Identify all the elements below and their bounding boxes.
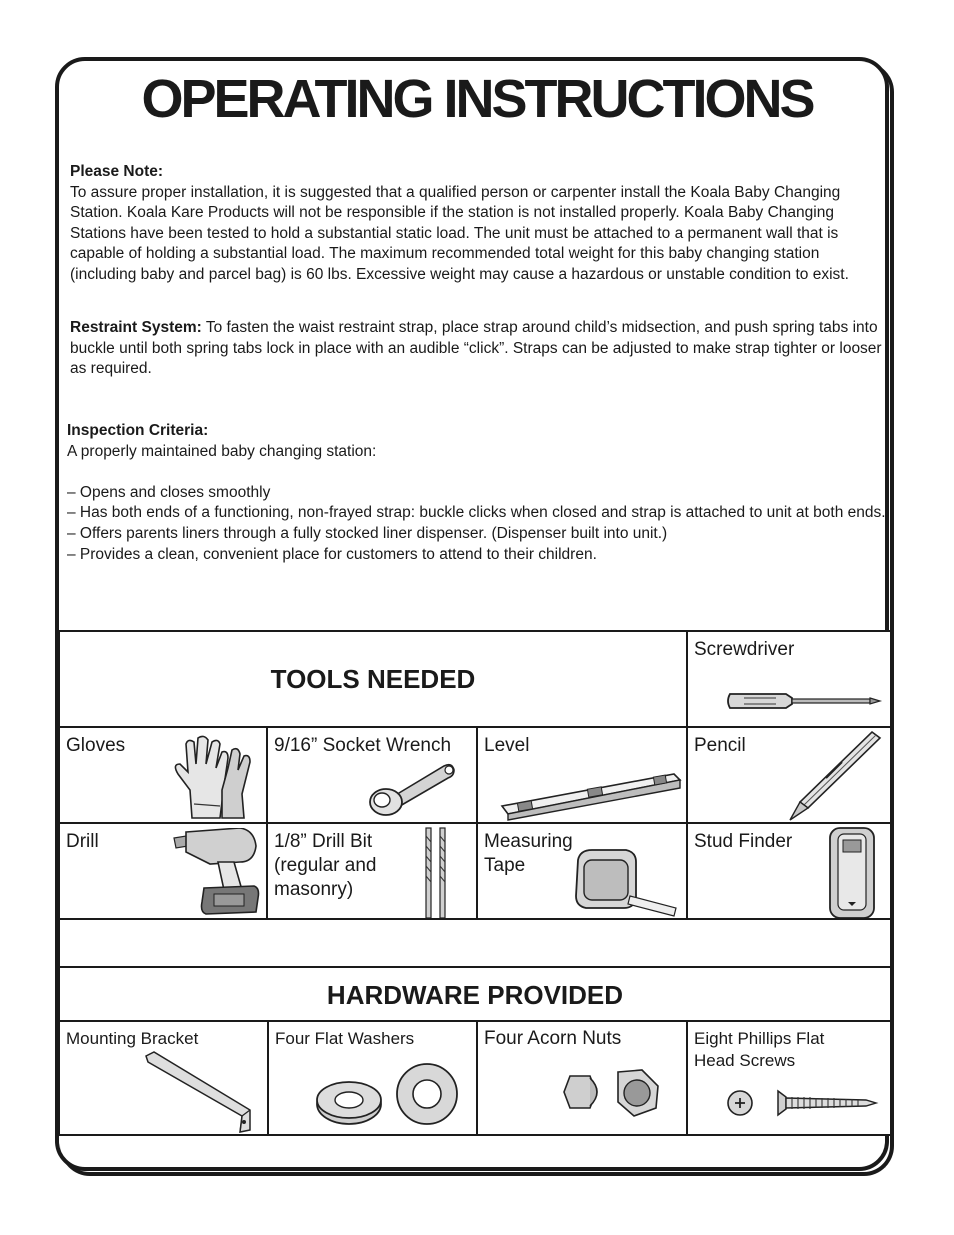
inspection-item: – Has both ends of a functioning, non-frayed strap: buckle clicks when closed and strap is attached to unit at both ends. — [67, 504, 886, 522]
inspection-item: – Offers parents liners through a fully stocked liner dispenser. (Dispenser built into unit.) — [67, 524, 668, 542]
mounting-bracket-icon — [144, 1050, 254, 1134]
tool-cell-screwdriver — [686, 630, 892, 728]
tool-label-line: Measuring — [484, 831, 573, 852]
tool-label-line: masonry) — [274, 879, 354, 900]
restraint-paragraph — [70, 318, 885, 380]
gloves-icon — [162, 734, 252, 820]
tool-cell-drill — [58, 822, 268, 920]
tool-cell-measuring-tape — [476, 822, 688, 920]
screwdriver-icon — [726, 686, 886, 716]
hardware-label — [694, 1028, 824, 1072]
tool-label: Drill — [66, 831, 99, 852]
flat-washers-icon — [315, 1062, 465, 1132]
hardware-heading-cell — [58, 966, 892, 1022]
hardware-label: Four Acorn Nuts — [484, 1028, 622, 1049]
tool-label-line: Tape — [484, 855, 526, 876]
level-icon — [498, 766, 684, 822]
tool-label-line: 1/8” Drill Bit — [274, 831, 373, 852]
tool-label — [484, 830, 573, 878]
restraint-heading: Restraint System: — [70, 319, 202, 336]
inspection-item: – Provides a clean, convenient place for customers to attend to their children. — [67, 545, 597, 563]
tool-cell-level — [476, 726, 688, 824]
please-note-heading: Please Note: — [70, 163, 164, 180]
tool-label: Level — [484, 735, 530, 756]
acorn-nuts-icon — [562, 1068, 662, 1118]
hardware-label: Mounting Bracket — [66, 1029, 199, 1048]
hardware-label-line: Head Screws — [694, 1051, 796, 1070]
restraint-body: To fasten the waist restraint strap, place strap around child’s midsection, and push spring tabs into buckle until both spring tabs lock in place with an audible “click”. Straps can be adjusted to make strap tighter or looser as required. — [70, 319, 882, 378]
tool-label — [274, 830, 376, 902]
tools-heading: TOOLS NEEDED — [270, 664, 476, 694]
stud-finder-icon — [826, 826, 878, 920]
hardware-cell-acorn-nuts — [476, 1020, 688, 1136]
hardware-cell-screws — [686, 1020, 892, 1136]
tool-cell-pencil — [686, 726, 892, 824]
inspection-section — [67, 421, 892, 565]
hardware-label-line: Eight Phillips Flat — [694, 1029, 825, 1048]
hardware-label: Four Flat Washers — [275, 1029, 415, 1048]
spacer-row — [58, 918, 892, 968]
drill-icon — [170, 828, 262, 918]
tool-cell-drill-bit — [266, 822, 478, 920]
inspection-item: – Opens and closes smoothly — [67, 483, 271, 501]
phillips-screws-icon — [726, 1088, 880, 1118]
tool-label: Gloves — [66, 735, 126, 756]
tool-cell-socket-wrench — [266, 726, 478, 824]
socket-wrench-icon — [364, 758, 460, 818]
tool-label: Screwdriver — [694, 639, 795, 660]
please-note-paragraph — [70, 162, 885, 286]
hardware-cell-bracket — [58, 1020, 269, 1136]
measuring-tape-icon — [570, 846, 682, 918]
hardware-cell-washers — [267, 1020, 478, 1136]
pencil-icon — [786, 730, 886, 824]
drill-bits-icon — [422, 826, 450, 920]
inspection-intro: A properly maintained baby changing station: — [67, 442, 377, 460]
inspection-heading: Inspection Criteria: — [67, 422, 209, 439]
tools-heading-cell — [58, 630, 688, 728]
tool-label: Stud Finder — [694, 831, 793, 852]
tool-cell-gloves — [58, 726, 268, 824]
please-note-body: To assure proper installation, it is suggested that a qualified person or carpenter install the Koala Baby Changing Station. Koala Kare Products will not be responsible if the station is not installed properly. Koala Baby Changing Stations have been tested to hold a substantial static load. The unit must be attached to a permanent wall that is capable of holding a substantial load. The maximum recommended total weight for this baby changing station (including baby and parcel bag) is 60 lbs. Excessive weight may cause a hazardous or unstable condition to exist. — [70, 183, 849, 283]
tool-label-line: (regular and — [274, 855, 377, 876]
tool-label: Pencil — [694, 735, 746, 756]
tool-cell-stud-finder — [686, 822, 892, 920]
page-title: OPERATING INSTRUCTIONS — [141, 69, 813, 129]
tool-label: 9/16” Socket Wrench — [274, 735, 452, 756]
hardware-heading: HARDWARE PROVIDED — [326, 980, 624, 1010]
